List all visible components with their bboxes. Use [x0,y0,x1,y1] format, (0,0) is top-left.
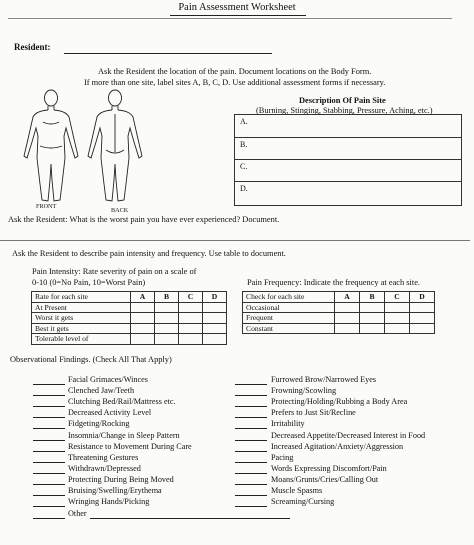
frequency-cell[interactable] [360,323,385,334]
intensity-header-c: C [179,292,203,303]
frequency-description: Pain Frequency: Indicate the frequency at each site. [247,278,421,287]
intensity-frequency-instruction: Ask the Resident to describe pain intensity and frequency. Use table to document. [12,249,286,258]
finding-label: Threatening Gestures [68,452,139,462]
intensity-cell[interactable] [155,313,179,324]
table-row [243,323,435,334]
intensity-cell[interactable] [155,334,179,345]
frequency-header-label: Check for each site [243,292,335,303]
frequency-cell[interactable] [385,302,410,313]
finding-label: Bruising/Swelling/Erythema [68,486,162,495]
intensity-cell[interactable] [203,313,227,324]
intensity-header-row [32,292,227,303]
checkbox-line[interactable] [33,384,65,385]
checkbox-line[interactable] [33,506,65,507]
frequency-cell[interactable] [335,323,360,334]
intensity-description: Pain Intensity: Rate severity of pain on a scale of [32,267,197,276]
intensity-row-label: At Present [32,302,131,313]
finding-label: Prefers to Just Sit/Recline [271,408,356,418]
intensity-header-a: A [131,292,155,303]
other-label: Other [68,509,87,518]
frequency-cell[interactable] [360,313,385,324]
back-body-figure [88,90,142,201]
frequency-cell[interactable] [335,302,360,313]
frequency-row-label: Occasional [243,302,335,313]
back-label: BACK [111,207,129,214]
table-row [32,323,227,334]
other-field[interactable] [90,518,290,519]
checkbox-line[interactable] [33,395,65,396]
pain-site-row-c[interactable] [235,159,461,182]
frequency-cell[interactable] [410,302,435,313]
frequency-header-row [243,292,435,303]
finding-label: Pacing [271,452,294,462]
finding-label: Fidgeting/Rocking [68,419,130,429]
intensity-cell[interactable] [179,313,203,324]
frequency-header-a: A [335,292,360,303]
finding-label: Muscle Spasms [271,486,323,495]
finding-label: Frowning/Scowling [271,386,337,396]
checkbox-line[interactable] [235,440,267,441]
checkbox-line[interactable] [235,451,267,452]
frequency-row-label: Frequent [243,313,335,324]
finding-label: Protecting/Holding/Rubbing a Body Area [271,397,408,407]
body-form-diagram[interactable] [18,84,148,214]
resident-name-field[interactable] [64,53,272,54]
table-row [243,302,435,313]
resident-label: Resident: [14,42,51,52]
checkbox-line[interactable] [33,495,65,496]
finding-label: Protecting During Being Moved [68,474,174,484]
checkbox-line[interactable] [235,384,267,385]
front-body-figure [24,90,78,201]
frequency-table [242,291,435,334]
frequency-header-b: B [360,292,385,303]
intensity-cell[interactable] [179,302,203,313]
pain-site-row-label: B. [240,140,248,149]
frequency-header-c: C [385,292,410,303]
intensity-row-label: Tolerable level of [32,334,131,345]
checkbox-line[interactable] [33,417,65,418]
checkbox-line[interactable] [33,462,65,463]
checkbox-line[interactable] [235,428,267,429]
checkbox-line[interactable] [33,484,65,485]
worst-pain-question: Ask the Resident: What is the worst pain you have ever experienced? Document. [8,215,280,224]
pain-site-subtitle: (Burning, Stinging, Stabbing, Pressure, Aching, etc.) [256,106,433,115]
page-title: Pain Assessment Worksheet [178,2,296,13]
pain-site-title: Description Of Pain Site [299,96,386,105]
finding-label: Decreased Activity Level [68,408,152,418]
finding-label: Increased Agitation/Anxiety/Aggression [271,441,404,451]
finding-label: Screaming/Cursing [271,497,335,507]
intensity-header-b: B [155,292,179,303]
checkbox-line[interactable] [235,473,267,474]
checkbox-line[interactable] [33,406,65,407]
intensity-cell[interactable] [203,323,227,334]
pain-site-row-d[interactable] [235,181,461,206]
finding-label: Furrowed Brow/Narrowed Eyes [271,375,377,384]
checkbox-line[interactable] [33,440,65,441]
intensity-header-d: D [203,292,227,303]
frequency-cell[interactable] [335,313,360,324]
intensity-cell[interactable] [155,323,179,334]
pain-site-row-a[interactable] [235,115,461,137]
checkbox-line[interactable] [235,462,267,463]
observational-title: Observational Findings. (Check All That Apply) [10,355,172,364]
finding-label: Moans/Grunts/Cries/Calling Out [271,474,379,484]
intensity-cell[interactable] [179,334,203,345]
intensity-row-label: Worst it gets [32,313,131,324]
finding-label: Words Expressing Discomfort/Pain [271,463,387,473]
intensity-cell[interactable] [131,302,155,313]
frequency-cell[interactable] [360,302,385,313]
table-row [32,302,227,313]
checkbox-line[interactable] [235,484,267,485]
checkbox-line[interactable] [33,518,65,519]
finding-label: Clenched Jaw/Teeth [68,386,135,396]
finding-label: Insomnia/Change in Sleep Pattern [68,430,180,440]
intensity-cell[interactable] [131,313,155,324]
intensity-table [31,291,227,345]
frequency-row-label: Constant [243,323,335,334]
frequency-cell[interactable] [385,313,410,324]
pain-site-row-label: D. [240,184,248,193]
frequency-cell[interactable] [410,323,435,334]
checkbox-line[interactable] [235,406,267,407]
table-row [243,313,435,324]
multiple-sites-instruction: If more than one site, label sites A, B, C, D. Use additional assessment forms if necessary. [84,78,386,87]
intensity-cell[interactable] [131,323,155,334]
checkbox-line[interactable] [235,417,267,418]
checkbox-line[interactable] [33,451,65,452]
finding-label: Irritability [271,419,305,429]
intensity-header-label: Rate for each site [32,292,131,303]
checkbox-line[interactable] [33,428,65,429]
intensity-cell[interactable] [131,334,155,345]
frequency-cell[interactable] [410,313,435,324]
header-divider [8,18,452,19]
finding-label: Facial Grimaces/Winces [68,375,148,384]
finding-label: Clutching Bed/Rail/Mattress etc. [68,397,176,407]
pain-site-table [234,114,462,206]
title-underline [170,15,306,16]
pain-site-row-b[interactable] [235,137,461,160]
checkbox-line[interactable] [235,395,267,396]
intensity-row-label: Best it gets [32,323,131,334]
finding-label: Withdrawn/Depressed [68,463,141,473]
checkbox-line[interactable] [235,495,267,496]
intensity-cell[interactable] [179,323,203,334]
checkbox-line[interactable] [235,506,267,507]
table-row [32,313,227,324]
section-divider [0,240,470,241]
location-instruction: Ask the Resident the location of the pain. Document locations on the Body Form. [98,67,372,76]
pain-site-row-label: C. [240,162,248,171]
intensity-cell[interactable] [203,334,227,345]
pain-site-row-label: A. [240,117,248,126]
intensity-cell[interactable] [155,302,179,313]
front-label: FRONT [36,203,57,210]
table-row [32,334,227,345]
finding-label: Wringing Hands/Picking [68,497,150,507]
intensity-cell[interactable] [203,302,227,313]
intensity-scale: 0-10 (0=No Pain, 10=Worst Pain) [32,278,146,287]
finding-label: Resistance to Movement During Care [68,441,192,451]
finding-label: Decreased Appetite/Decreased Interest in Food [271,430,426,440]
checkbox-line[interactable] [33,473,65,474]
frequency-cell[interactable] [385,323,410,334]
frequency-header-d: D [410,292,435,303]
